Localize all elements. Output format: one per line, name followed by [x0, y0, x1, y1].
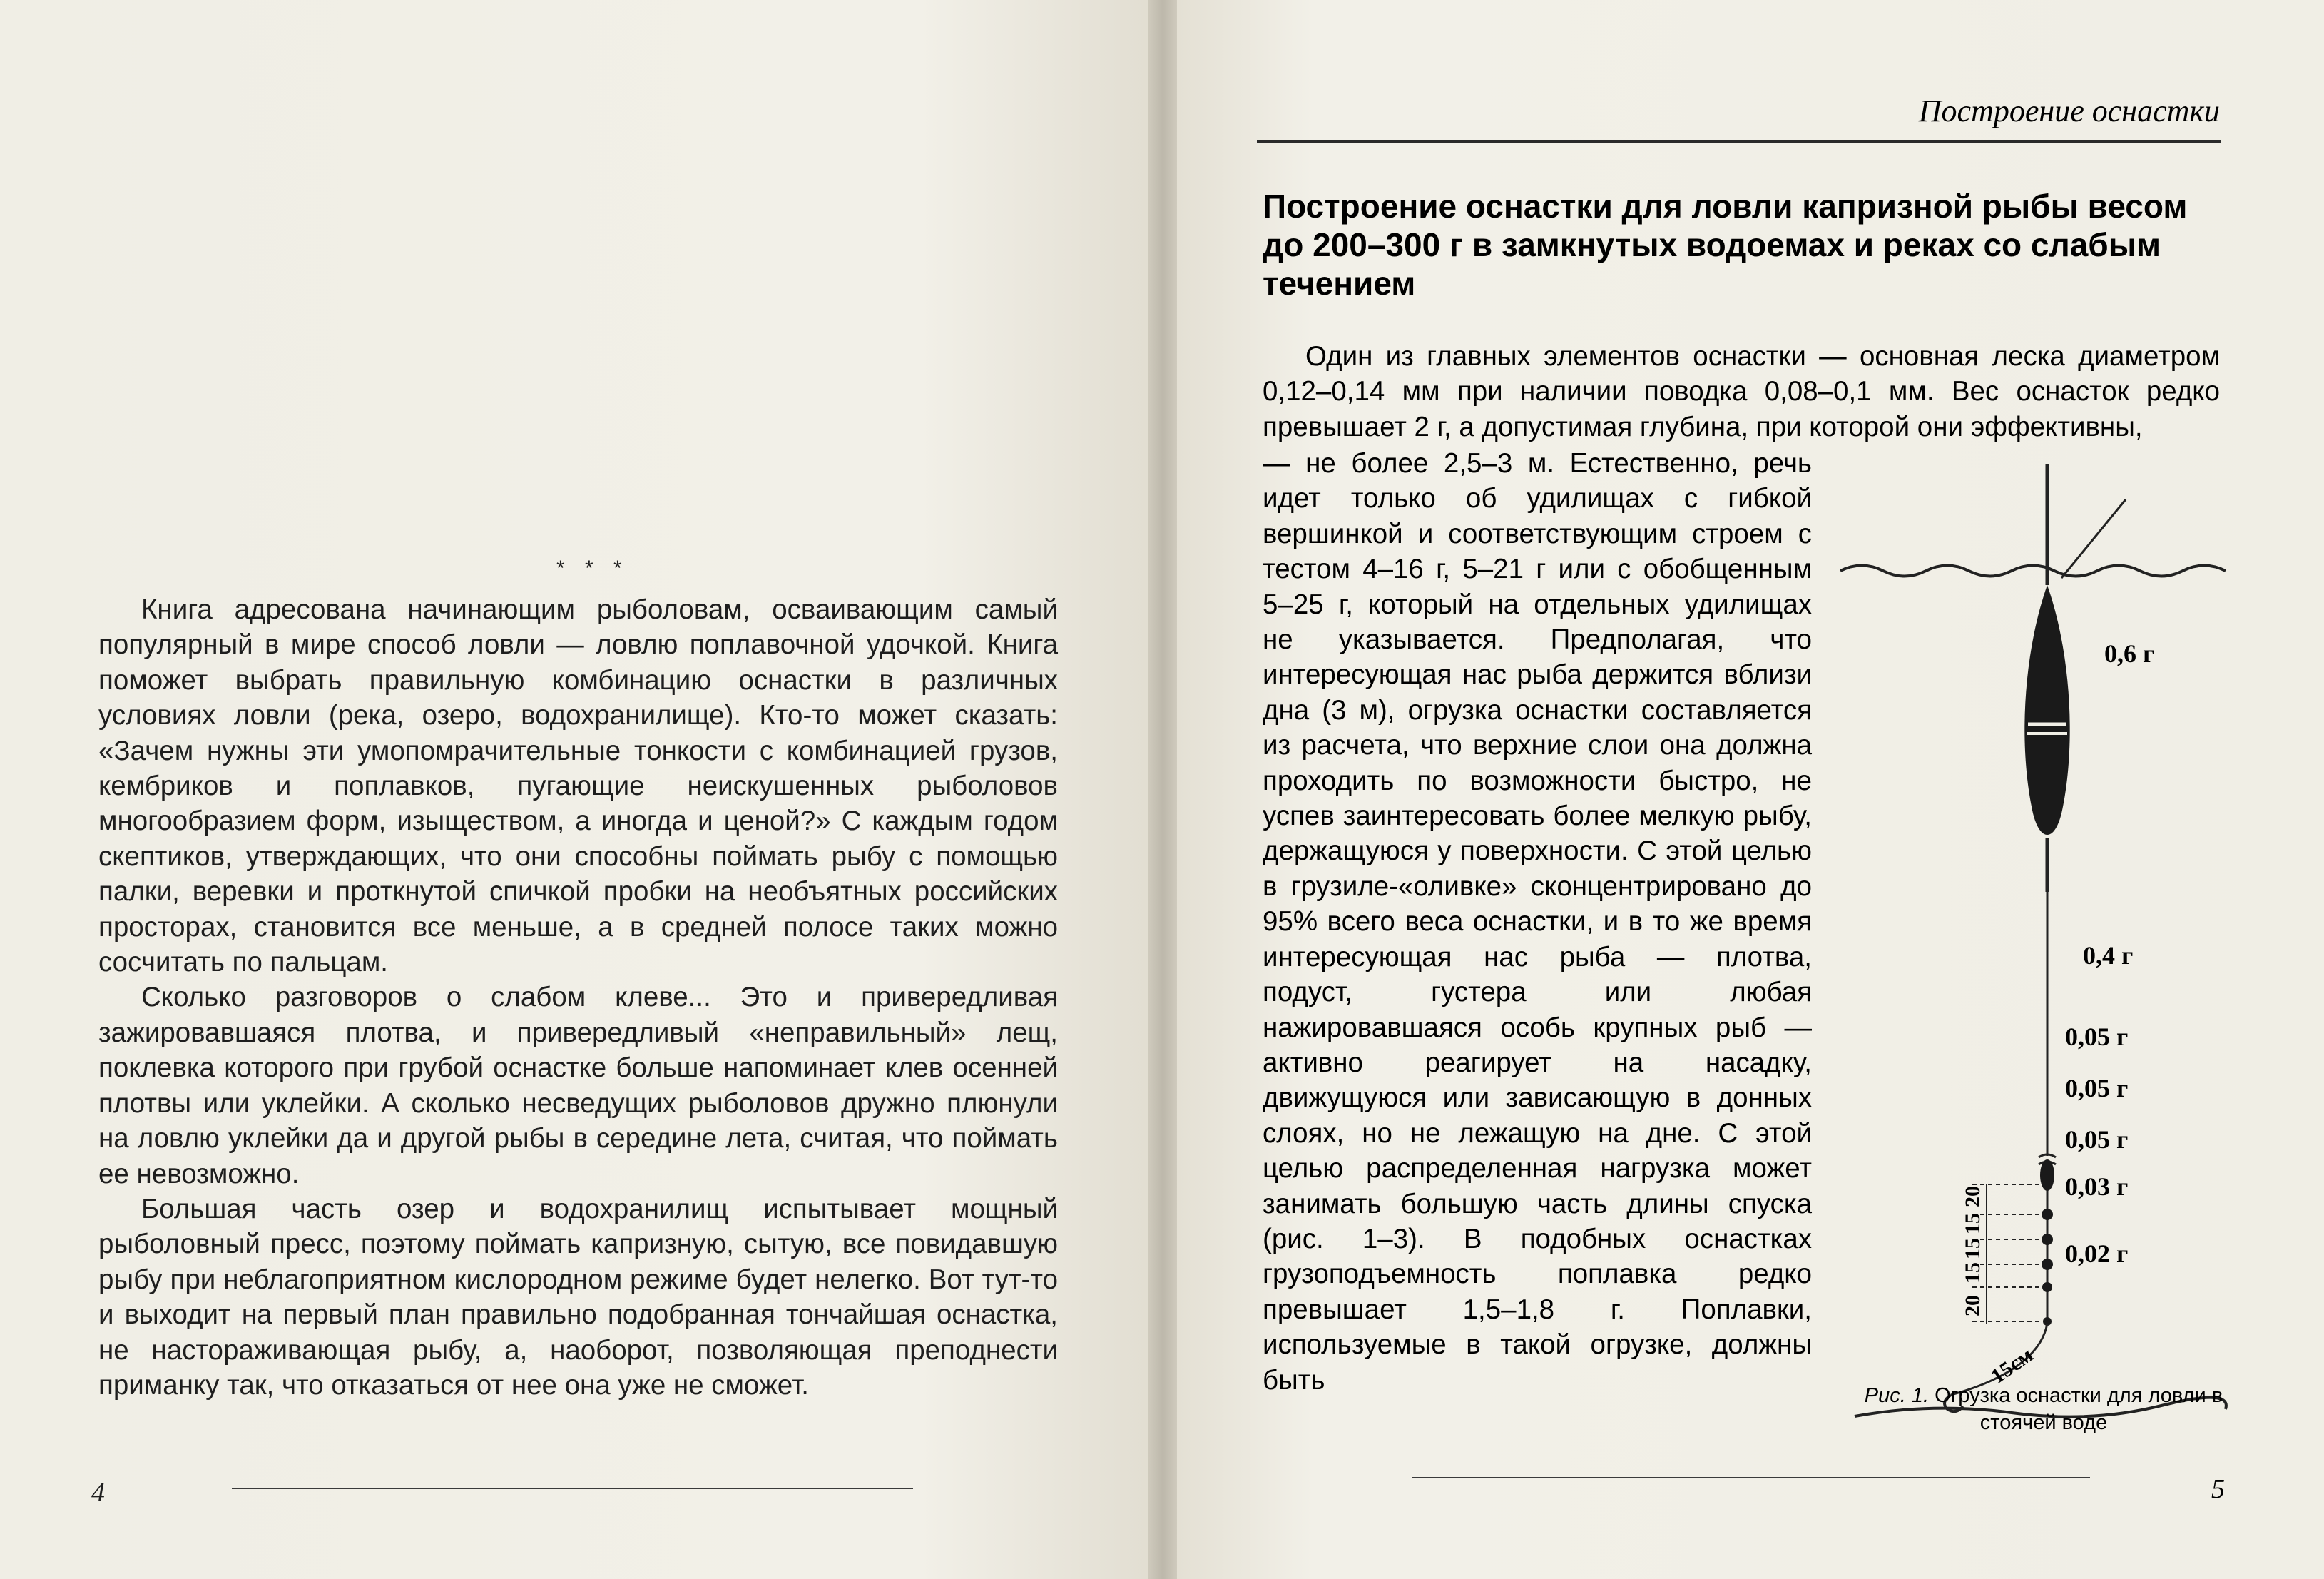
- chapter-title: Построение оснастки для ловли капризной рыбы весом до 200–300 г в замкнутых водоемах и реках со слабым течением: [1263, 188, 2188, 302]
- spacing-label: 20: [1961, 1186, 1984, 1207]
- rig-diagram: [1826, 442, 2240, 1456]
- paragraph-3: Большая часть озер и водохранилищ испытывает мощный рыболовный пресс, поэтому поймать капризную, сытую, все повидавшую рыбу при неблагоприятном кислородном режиме будет нелегко. Вот тут-то и выходит на первый план правильно подобранная тончайшая оснастка, не настораживающая рыбу, а, наоборот, позволяющая преподнести приманку так, что отказаться от нее она уже не сможет.: [98, 1193, 1058, 1401]
- weight-label-float: 0,6 г: [2104, 639, 2155, 668]
- shot-weight: [2042, 1259, 2053, 1270]
- spacing-label: 15: [1961, 1213, 1984, 1234]
- weight-label-olive: 0,4 г: [2083, 941, 2134, 970]
- figure-caption-text: Огрузка оснастки для ловли в стоячей воде: [1935, 1384, 2223, 1434]
- weight-label-shot: 0,02 г: [2065, 1239, 2129, 1268]
- rig-figure: [1826, 442, 2240, 1456]
- section-separator: * * *: [556, 557, 629, 580]
- shot-weight: [2042, 1234, 2053, 1245]
- weight-label-shot: 0,05 г: [2065, 1125, 2129, 1154]
- figure-caption: [1858, 1382, 2229, 1436]
- running-head: Построение оснастки: [1918, 93, 2220, 128]
- shot-weight: [2042, 1282, 2052, 1292]
- water-surface: [1840, 566, 2226, 577]
- weight-label-shot: 0,05 г: [2065, 1074, 2129, 1102]
- figure-number: Рис. 1.: [1864, 1384, 1930, 1407]
- weight-label-shot: 0,03 г: [2065, 1172, 2129, 1201]
- paragraph-2: Сколько разговоров о слабом клеве... Это и привередливая зажировавшаяся плотва, и привередливый «неправильный» лещ, поклевка которого при грубой оснастке больше напоминает клев осенней плотвы или уклейки. А сколько несведущих рыболовов дружно плюнули на ловлю уклейки да и другой рыбы в середине лета, считая, что поймать ее невозможно.: [98, 982, 1058, 1189]
- left-page: [0, 0, 1148, 1579]
- book-gutter: [1148, 0, 1177, 1579]
- olive-weight: [2040, 1159, 2054, 1191]
- float-body: [2024, 585, 2069, 835]
- weight-label-shot: 0,05 г: [2065, 1022, 2129, 1051]
- page-number-right: 5: [2211, 1474, 2225, 1504]
- shot-weight: [2042, 1209, 2053, 1220]
- left-page-text: [98, 592, 1058, 1403]
- paragraph-1: Книга адресована начинающим рыболовам, осваивающим самый популярный в мире способ ловли — ловлю поплавочной удочкой. Книга поможет выбрать правильную комбинацию оснастки в различных условиях ловли (река, озеро, водохранилище). Кто-то может сказать: «Зачем нужны эти умопомрачительные тонкости с комбинацией грузов, кембриков и поплавков, пугающие неискушенных рыболовов многообразием форм, изыществом, а иногда и ценой?» С каждым годом скептиков, утверждающих, что они способны поймать рыбу с помощью палки, веревки и проткнутой спичкой пробки на необъятных российских просторах, становится все меньше, а в средней полосе таких можно сосчитать по пальцам.: [98, 594, 1058, 978]
- intro-paragraph: Один из главных элементов оснастки — основная леска диаметром 0,12–0,14 мм при наличии поводка 0,08–0,1 мм. Вес оснасток редко превышает 2 г, а допустимая глубина, при которой они эффективны,: [1263, 341, 2220, 442]
- header-rule: [1257, 140, 2221, 143]
- intro-text: [1263, 339, 2220, 445]
- spacing-label: 15: [1961, 1238, 1984, 1259]
- leader-length-label: 15см: [1987, 1343, 2038, 1388]
- body-paragraph: — не более 2,5–3 м. Естественно, речь идет только об удилищах с гибкой вершинкой и соответствующим строем с тестом 4–16 г, 5–21 г или с обобщенным 5–25 г, который на отдельных удилищах не указывается. Предполагая, что интересующая нас рыба держится вблизи дна (3 м), огрузка оснастки составляется из расчета, что верхние слои она должна проходить по возможности быстро, не успев заинтересовать более мелкую рыбу, держащуюся у поверхности. С этой целью в грузиле-«оливке» сконцентрировано до 95% всего веса оснастки, и в то же время интересующая нас рыба — плотва, подуст, густера или любая нажировавшаяся особь крупных рыб — активно реагирует на насадку, движущуюся или зависающую в донных слоях, но не лежащую на дне. С этой целью распределенная нагрузка может занимать большую часть длины спуска (рис. 1–3). В подобных оснастках грузоподъемность поплавка редко превышает 1,5–1,8 г. Поплавки, используемые в такой огрузке, должны быть: [1263, 448, 1812, 1396]
- spacing-label: 20: [1961, 1295, 1984, 1316]
- footer-rule-left: [232, 1488, 913, 1489]
- footer-rule-right: [1412, 1477, 2090, 1478]
- page-number-left: 4: [91, 1478, 105, 1508]
- spacing-label: 15: [1961, 1262, 1984, 1284]
- body-text: [1263, 446, 1812, 1398]
